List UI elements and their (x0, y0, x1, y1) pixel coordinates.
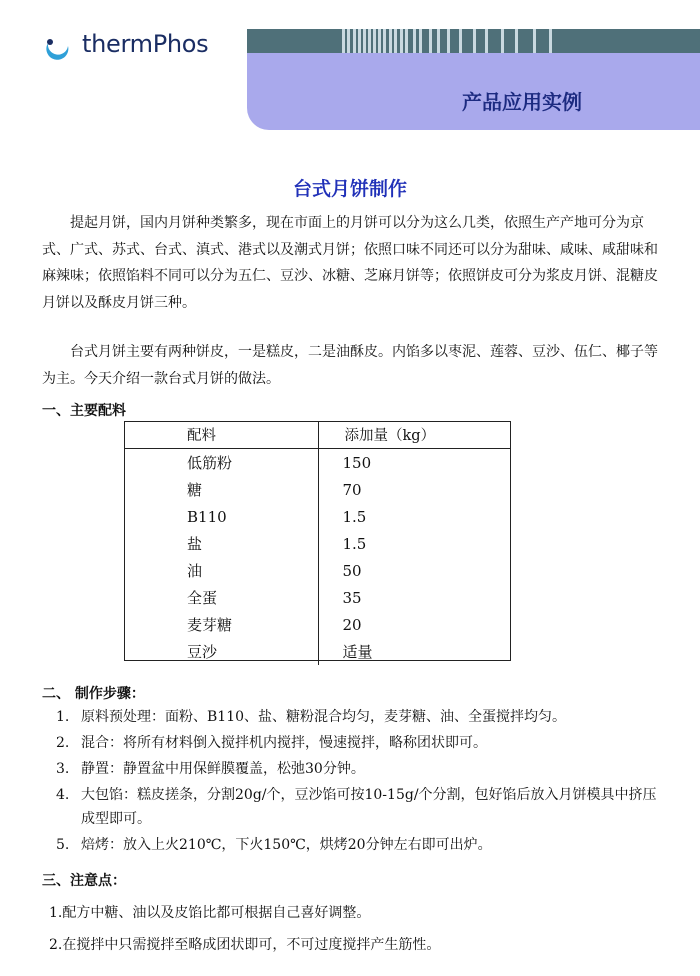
header-stripe (473, 29, 476, 53)
header-stripe (358, 29, 361, 53)
table-header-row (124, 421, 510, 449)
header-stripe (363, 29, 366, 53)
header-stripe (459, 29, 462, 53)
header-stripe (429, 29, 432, 53)
table-row (124, 449, 510, 477)
ingredient-name: 麦芽糖 (187, 616, 233, 634)
header-stripe (437, 29, 440, 53)
step-number: 3. (56, 761, 70, 777)
ingredient-amount: 150 (318, 449, 510, 477)
step-item (40, 731, 670, 755)
table-row (124, 557, 510, 584)
intro-paragraph-2: 台式月饼主要有两种饼皮，一是糕皮，二是油酥皮。内馅多以枣泥、莲蓉、豆沙、伍仁、椰子等为主。今天介绍一款台式月饼的做法。 (42, 344, 658, 387)
ingredient-amount: 70 (318, 476, 510, 503)
note-item: 2.在搅拌中只需搅拌至略成团状即可，不可过度搅拌产生筋性。 (49, 937, 441, 953)
step-number: 5. (56, 837, 70, 853)
steps-list (40, 705, 670, 859)
ingredient-name: 全蛋 (187, 589, 218, 607)
ingredient-name: 盐 (187, 535, 203, 553)
header-stripe (368, 29, 371, 53)
header-stripe (405, 29, 408, 53)
header-stripe (373, 29, 376, 53)
ingredient-amount: 20 (318, 611, 510, 638)
table-row (124, 503, 510, 530)
step-text: 静置：静置盆中用保鲜膜覆盖，松弛30分钟。 (81, 761, 365, 777)
ingredient-name: 豆沙 (187, 643, 218, 661)
note-item: 1.配方中糖、油以及皮馅比都可根据自己喜好调整。 (49, 905, 371, 921)
header-stripe (549, 29, 552, 53)
step-item (40, 833, 670, 857)
table-row (124, 530, 510, 557)
step-item (40, 783, 670, 831)
header-stripe (501, 29, 504, 53)
header-stripe (413, 29, 416, 53)
column-header-name: 配料 (124, 421, 318, 449)
header-stripe (533, 29, 536, 53)
ingredients-table (124, 421, 510, 665)
document-title: 台式月饼制作 (292, 178, 407, 200)
step-text: 混合：将所有材料倒入搅拌机内搅拌，慢速搅拌，略称团状即可。 (81, 735, 487, 751)
header-stripe (447, 29, 450, 53)
header-stripe (419, 29, 422, 53)
header-stripe (400, 29, 403, 53)
step-text: 原料预处理：面粉、B110、盐、糖粉混合均匀，麦芽糖、油、全蛋搅拌均匀。 (81, 709, 567, 725)
header-stripe (347, 29, 350, 53)
header-stripe (342, 29, 345, 53)
header-stripe (353, 29, 356, 53)
header-stripe (383, 29, 386, 53)
header-stripe (394, 29, 397, 53)
table-row (124, 584, 510, 611)
ingredient-name: 糖 (187, 481, 203, 499)
ingredients-heading: 一、主要配料 (42, 403, 126, 419)
section-title: 产品应用实例 (462, 90, 582, 114)
ingredient-amount: 适量 (318, 638, 510, 665)
header-stripe (378, 29, 381, 53)
header-strip (247, 29, 700, 53)
notes-heading: 三、注意点： (42, 873, 126, 889)
column-header-amount: 添加量（kg） (318, 421, 510, 449)
step-number: 1. (56, 709, 70, 725)
crescent-logo-icon (42, 34, 72, 64)
brand-name: thermPhos (82, 30, 209, 58)
ingredient-name: 油 (187, 562, 203, 580)
intro-paragraph: 提起月饼，国内月饼种类繁多，现在市面上的月饼可以分为这么几类，依照生产产地可分为京式、广式、苏式、台式、滇式、港式以及潮式月饼；依照口味不同还可以分为甜味、咸味、咸甜味和麻辣味；依照馅料不同可以分为五仁、豆沙、冰糖、芝麻月饼等；依照饼皮可分为浆皮月饼、混糖皮月饼以及酥皮月饼三种。 (42, 215, 658, 311)
ingredient-name: 低筋粉 (187, 454, 233, 472)
table-row (124, 611, 510, 638)
step-item (40, 757, 670, 781)
step-number: 2. (56, 735, 70, 751)
steps-heading: 二、 制作步骤： (42, 686, 145, 702)
ingredient-amount: 1.5 (318, 503, 510, 530)
step-number: 4. (56, 787, 70, 803)
header-stripe (389, 29, 392, 53)
header-stripe (515, 29, 518, 53)
step-item (40, 705, 670, 729)
step-text: 大包馅：糕皮搓条，分割20g/个，豆沙馅可按10-15g/个分割，包好馅后放入月饼模具中挤压成型即可。 (81, 787, 657, 827)
ingredient-amount: 50 (318, 557, 510, 584)
header-band (247, 29, 700, 130)
table-row (124, 476, 510, 503)
table-row (124, 638, 510, 665)
ingredient-name: B110 (187, 507, 227, 526)
ingredient-amount: 1.5 (318, 530, 510, 557)
step-text: 焙烤：放入上火210℃，下火150℃，烘烤20分钟左右即可出炉。 (81, 837, 492, 853)
header-stripe (485, 29, 488, 53)
ingredient-amount: 35 (318, 584, 510, 611)
